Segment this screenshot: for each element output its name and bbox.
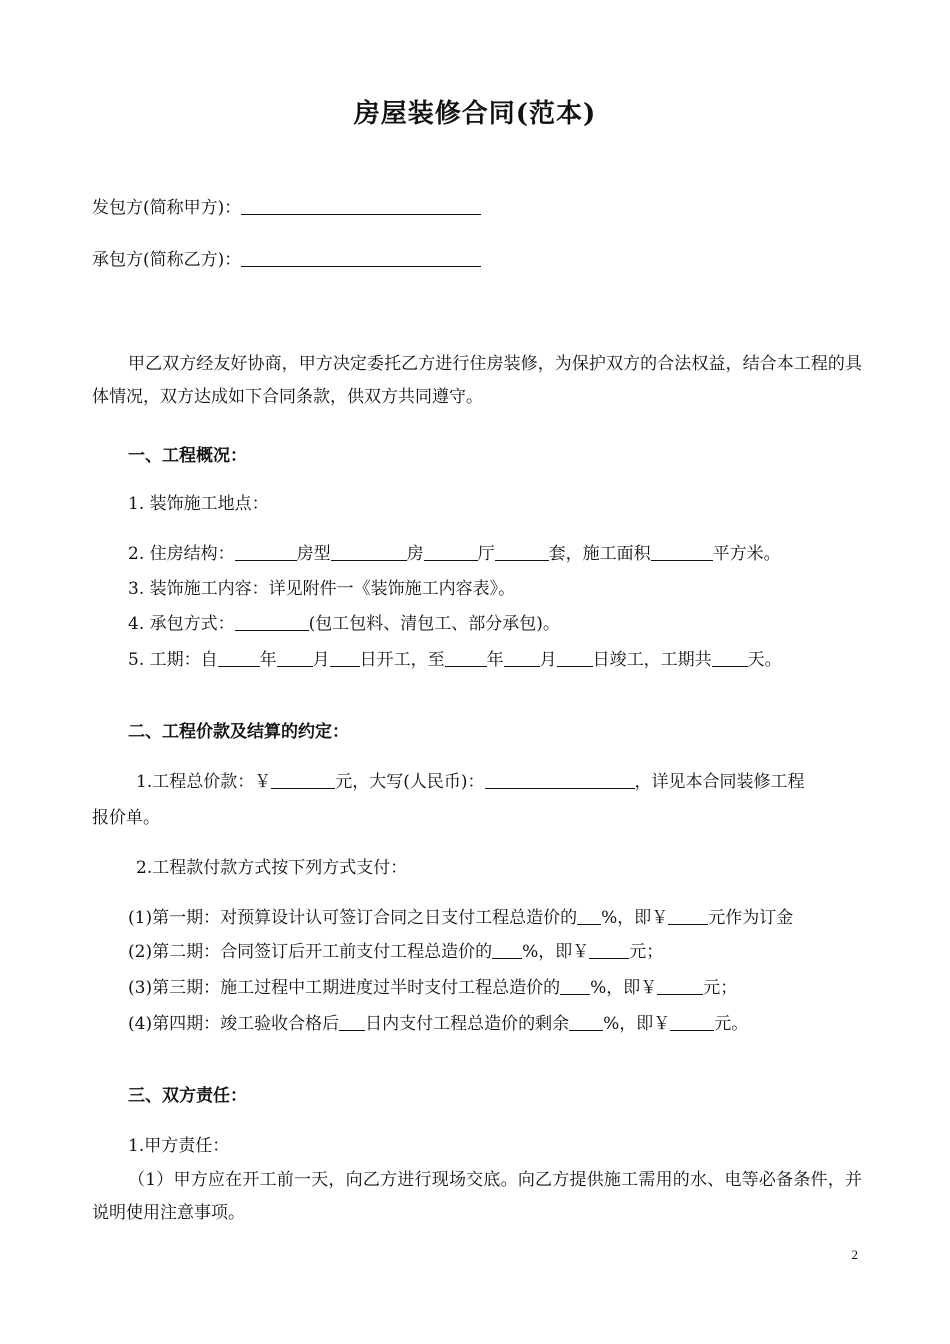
area-label: 套，施工面积 bbox=[548, 544, 651, 564]
phase2-suffix: 元； bbox=[629, 942, 664, 962]
phase4-remaining-label: 日内支付工程总造价的剩余 bbox=[365, 1014, 570, 1034]
total-price-label: 1.工程总价款：￥ bbox=[136, 772, 272, 792]
end-year-blank[interactable] bbox=[445, 649, 487, 667]
halls-label: 厅 bbox=[477, 544, 495, 564]
type-blank[interactable] bbox=[235, 543, 297, 561]
end-day-label: 日竣工，工期共 bbox=[592, 650, 712, 670]
start-day-blank[interactable] bbox=[330, 649, 360, 667]
total-price-line bbox=[136, 770, 805, 794]
party-a-label: 发包方(简称甲方)： bbox=[92, 198, 242, 218]
halls-blank[interactable] bbox=[424, 543, 478, 561]
party-b-label: 承包方(简称乙方)： bbox=[92, 250, 242, 270]
section1-item1: 1. 装饰施工地点： bbox=[128, 494, 269, 514]
start-year-label: 年 bbox=[259, 650, 277, 670]
start-day-label: 日开工，至 bbox=[359, 650, 445, 670]
party-a-blank[interactable] bbox=[241, 197, 481, 215]
total-days-blank[interactable] bbox=[712, 649, 748, 667]
section2-heading: 二、工程价款及结算的约定： bbox=[128, 722, 349, 742]
party-b-blank[interactable] bbox=[241, 249, 481, 267]
rooms-blank[interactable] bbox=[331, 543, 407, 561]
end-year-label: 年 bbox=[486, 650, 504, 670]
contract-mode-blank[interactable] bbox=[235, 613, 309, 631]
contract-mode-label: 4. 承包方式： bbox=[128, 614, 235, 634]
phase2-amount-blank[interactable] bbox=[589, 941, 629, 959]
page-title: 房屋装修合同(范本) bbox=[353, 99, 597, 129]
phase3-amount-label: %，即￥ bbox=[590, 978, 658, 998]
total-price-blank[interactable] bbox=[271, 771, 335, 789]
section1-item3: 3. 装饰施工内容：详见附件一《装饰施工内容表》。 bbox=[128, 579, 516, 599]
phase1-label: (1)第一期：对预算设计认可签订合同之日支付工程总造价的 bbox=[128, 908, 578, 928]
phase3-suffix: 元； bbox=[703, 978, 738, 998]
section1-item4 bbox=[128, 612, 560, 636]
capital-amount-blank[interactable] bbox=[485, 771, 635, 789]
party-b-line bbox=[92, 248, 481, 272]
phase3-amount-blank[interactable] bbox=[657, 977, 703, 995]
end-month-label: 月 bbox=[539, 650, 557, 670]
end-day-blank[interactable] bbox=[557, 649, 593, 667]
phase1-percent-blank[interactable] bbox=[577, 907, 601, 925]
phase2-amount-label: %，即￥ bbox=[522, 942, 590, 962]
phase4-amount-label: %，即￥ bbox=[603, 1014, 671, 1034]
start-year-blank[interactable] bbox=[218, 649, 260, 667]
total-price-note: ，详见本合同装修工程 bbox=[634, 772, 805, 792]
payment-intro: 2.工程款付款方式按下列方式支付： bbox=[136, 858, 408, 878]
intro-paragraph: 甲乙双方经友好协商，甲方决定委托乙方进行住房装修，为保护双方的合法权益，结合本工程的具体情况，双方达成如下合同条款，供双方共同遵守。 bbox=[92, 354, 862, 407]
phase1-amount-blank[interactable] bbox=[668, 907, 708, 925]
start-month-blank[interactable] bbox=[277, 649, 313, 667]
payment-phase-1 bbox=[128, 906, 793, 930]
rooms-label: 房 bbox=[406, 544, 424, 564]
sets-blank[interactable] bbox=[495, 543, 549, 561]
payment-phase-3 bbox=[128, 976, 737, 1000]
section1-heading: 一、工程概况： bbox=[128, 446, 247, 466]
payment-phase-4 bbox=[128, 1012, 748, 1036]
phase1-suffix: 元作为订金 bbox=[708, 908, 794, 928]
party-a-line bbox=[92, 196, 481, 220]
page-number: 2 bbox=[851, 1247, 858, 1262]
capital-amount-label: 元，大写(人民币)： bbox=[335, 772, 485, 792]
end-month-blank[interactable] bbox=[504, 649, 540, 667]
area-unit: 平方米。 bbox=[712, 544, 781, 564]
section3-heading: 三、双方责任： bbox=[128, 1086, 247, 1106]
phase4-days-blank[interactable] bbox=[339, 1013, 365, 1031]
period-label: 5. 工期：自 bbox=[128, 650, 218, 670]
structure-label: 2. 住房结构： bbox=[128, 544, 235, 564]
phase4-suffix: 元。 bbox=[714, 1014, 749, 1034]
section1-item5 bbox=[128, 648, 782, 672]
contract-mode-options: (包工包料、清包工、部分承包)。 bbox=[308, 614, 560, 634]
phase2-label: (2)第二期：合同签订后开工前支付工程总造价的 bbox=[128, 942, 493, 962]
phase1-amount-label: %，即￥ bbox=[601, 908, 669, 928]
phase4-percent-blank[interactable] bbox=[569, 1013, 603, 1031]
phase4-amount-blank[interactable] bbox=[670, 1013, 714, 1031]
section1-item2 bbox=[128, 542, 781, 566]
start-month-label: 月 bbox=[312, 650, 330, 670]
total-price-line2: 报价单。 bbox=[92, 808, 160, 828]
type-label: 房型 bbox=[296, 544, 331, 564]
party-a-duties-heading: 1.甲方责任： bbox=[128, 1136, 230, 1156]
party-a-duty-1: （1）甲方应在开工前一天，向乙方进行现场交底。向乙方提供施工需用的水、电等必备条件，并说明使用注意事项。 bbox=[92, 1170, 862, 1223]
total-days-label: 天。 bbox=[747, 650, 782, 670]
phase3-label: (3)第三期：施工过程中工期进度过半时支付工程总造价的 bbox=[128, 978, 561, 998]
phase2-percent-blank[interactable] bbox=[492, 941, 522, 959]
area-blank[interactable] bbox=[651, 543, 713, 561]
phase4-label: (4)第四期：竣工验收合格后 bbox=[128, 1014, 340, 1034]
phase3-percent-blank[interactable] bbox=[560, 977, 590, 995]
payment-phase-2 bbox=[128, 940, 663, 964]
